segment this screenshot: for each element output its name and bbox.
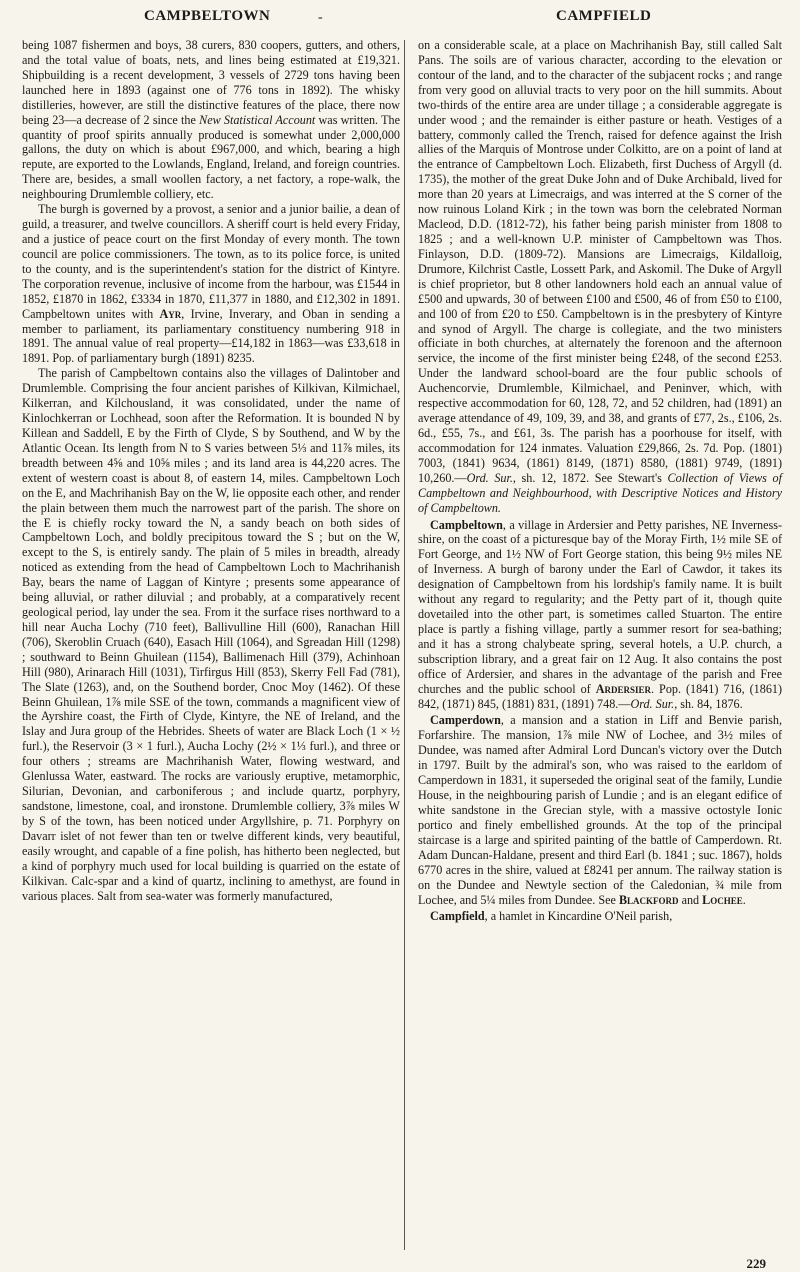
text-run: .	[742, 892, 746, 907]
italic-citation: Ord. Sur.	[630, 696, 675, 711]
text-run: on a considerable scale, at a place on Machrihanish Bay, still called Salt Pans. The soils are of various character, according to the elevation or contour of the land, and to the character of the subjacent rocks ; and range from very good on alluvial tracts to very poor on the hill summits. About two-thirds of the entire area are under tillage ; a considerable aggregate is under wood ; and the remainder is either pasture or heath. Vestiges of a battery, commonly called the Trench, raised for defence against the Irish allies of the Marquis of Montrose under Colkitto, are on a point of land at the entrance of Campbeltown Loch. Elizabeth, first Duchess of Argyll (d. 1735), the mother of the great Duke John and of Duke Archibald, lived for more than 20 years at Limecraigs, and was interred at the S corner of the now ruinous Loland Kirk ; in the town was born the celebrated Norman Macleod, D.D. (1812-72), his father being parish minister from 1808 to 1825 ; and a well-known U.P. minister of Campbeltown was Thos. Finlayson, D.D. (1809-72). Mansions are Limecraigs, Kildalloig, Drumore, Kilchrist Castle, Lossett Park, and Askomil. The Duke of Argyll is chief proprietor, but 8 other landowners hold each an annual value of £500 and upwards, 30 of between £100 and £500, 46 of from £50 to £100, and 100 of from £20 to £50. Campbeltown is in the presbytery of Kintyre and synod of Argyll. The charge is collegiate, and the two ministers officiate in both churches, at alternately the forenoon and the afternoon service, the income of the first minister being £248, of the second £253. Under the landward school-board are the four public schools of Auchencorvie, Drumlemble, Kilmichael, and Peninver, which, with respective accommodation for 60, 128, 72, and 52 children, had (1891) an average attendance of 49, 109, 39, and 38, and grants of £77, 2s., £106, 2s. 6d., £55, 7s., and £61, 3s. The parish has a poorhouse for itself, with accommodation for 124 inmates. Valuation £29,866, 2s. 7d. Pop. (1801) 7003, (1841) 9634, (1861) 8149, (1871) 8580, (1881) 9749, (1891) 10,260.—	[418, 38, 782, 485]
running-head-right: CAMPFIELD	[556, 8, 652, 24]
header-ornament: -	[318, 10, 323, 25]
left-column	[22, 38, 400, 903]
right-column	[418, 38, 782, 924]
text-run: , a village in Ardersier and Petty parishes, NE Inverness-shire, on the coast of a picturesque bay of the Moray Firth, 1½ mile SE of Fort George, and 1½ NW of Fort George station, this being 9½ miles NE of Inverness. A burgh of barony under the Earl of Cawdor, it takes its designation of Campbeltown from his lordship's family name. It is built without any regard to regularity; and the Petty part of it, though quite dovetailed into the other part, is sometimes called Stuarton. The entire place is partly a fishing village, partly a summer resort for sea-bathing; and it has a strong chalybeate spring, several hotels, a U.P. church, a subscription library, and a great fair on 12 Aug. It also contains the post office of Ardersier, and shares in the advantage of the parish and Free churches and the public school of	[418, 517, 782, 696]
paragraph-parish-continued	[418, 38, 782, 516]
italic-title: Collection of Views of Campbeltown and Neighbourhood, with Descriptive Notices and History of Campbeltown.	[418, 470, 782, 515]
page-number: 229	[746, 1256, 766, 1271]
paragraph-burgh	[22, 202, 400, 366]
text-run: being 1087 fishermen and boys, 38 curers, 830 coopers, gutters, and others, and the total value of boats, nets, and lines being estimated at £19,321. Shipbuilding is a recent development, 3 vessels of 2729 tons having been launched here in 1893 (against one of 776 tons in 1892). The whisky distilleries, however, are still the distinctive features of the place, there now being 23—a decrease of 2 since the	[22, 38, 400, 127]
cross-reference: Lochee	[702, 892, 743, 907]
text-run: , sh. 12, 1872. See Stewart's	[512, 470, 668, 485]
paragraph-industries	[22, 38, 400, 202]
entry-campbeltown-village	[418, 518, 782, 712]
text-run: and	[678, 892, 703, 907]
text-run: , a mansion and a station in Liff and Benvie parish, Forfarshire. The mansion, 1⅞ mile NW of Lochee, and 3½ miles of Dundee, was named after Admiral Lord Duncan's victory over the Dutch in 1797. Built by the admiral's son, who was raised to the earldom of Camperdown in 1831, it superseded the original seat of the family, Lundie House, in the neighbouring parish of Lundie ; and is an elegant edifice of white sandstone in the Grecian style, with a massive octostyle Ionic portico and finely embellished grounds. At the top of the principal staircase is a large and spirited painting of the battle of Camperdown. Rt. Adam Duncan-Haldane, present and third Earl (b. 1841 ; suc. 1867), holds 6770 acres in the shire, valued at £8241 per annum. The railway station is on the Dundee and Newtyle section of the Caledonian, ¾ mile from Lochee, and 5¼ miles from Dundee. See	[418, 713, 782, 907]
running-head-left: CAMPBELTOWN	[144, 8, 271, 24]
text-run: . Pop. (1841) 716, (1861) 842, (1871) 845, (1881) 831, (1891) 748.—	[418, 681, 782, 711]
entry-headword: Camperdown	[430, 713, 501, 728]
cross-reference: Blackford	[618, 892, 679, 907]
text-run: , Irvine, Inverary, and Oban in sending a member to parliament, its parliamentary constituency numbering 918 in 1891. The annual value of real property—£14,182 in 1863—was £33,618 in 1891. Pop. of parliamentary burgh (1891) 8235.	[22, 306, 400, 366]
cross-reference: Ayr	[159, 306, 182, 321]
entry-campfield	[418, 909, 782, 924]
entry-camperdown	[418, 713, 782, 907]
paragraph-parish: The parish of Campbeltown contains also the villages of Dalintober and Drumlemble. Comprising the four ancient parishes of Kilkivan, Kilmichael, Kilkerran, and Kilchousland, it was consolidated, under the name of Kinlochkerran or Lochhead, soon after the Reformation. It is bounded N by Killean and Saddell, E by the Firth of Clyde, S by Southend, and W by the Atlantic Ocean. Its length from N to S varies between 5⅓ and 11⅞ miles, its breadth between 4⅝ and 10⅝ miles ; and its land area is 44,220 acres. The extent of western coast is about 8, of eastern 14, miles. Campbeltown Loch on the E, and Machrihanish Bay on the W, lie opposite each other, and render the plain between them much the narrowest part of the parish. The shore on the E is chiefly rocky toward the N, a sandy beach on both sides of Campbeltown Loch, and boldly precipitous toward the S ; but on the W, except to the S, is entirely sandy. The plain of 5 miles in breadth, already noticed as extending from the head of Campbeltown Loch to Machrihanish Bay, bears the name of Laggan of Kintyre ; presents some appearance of being alluvial, or rather diluvial ; and probably, at a comparatively recent geological period, lay under the sea. From it the surface rises northward to a hill near Aucha Lochy (710 feet), Ballivulline Hill (600), Ranachan Hill (706), Skeroblin Cruach (640), Easach Hill (1064), and Sgreadan Hill (1298) ; southward to Beinn Ghuilean (1154), Ballimenach Hill (379), Achinhoan Hill (980), Arinarach Hill (1031), Tirfirgus Hill (853), Skerry Fell Fad (781), The Slate (1263), and, on the Southend border, Cnoc Moy (1462). Of these Beinn Ghuilean, 1⅞ mile SSE of the town, commands a magnificent view of the Ayrshire coast, the Firth of Clyde, Kintyre, the NE of Ireland, and the Islay and Jura group of the Hebrides. Sheets of water are Black Loch (1 × ½ furl.), the Reservoir (3 × 1 furl.), Aucha Lochy (2½ × 1⅓ furl.), and three or four others ; streams are Machrihanish Water, flowing westward, and Glenlussa Water, eastward. The rocks are variously eruptive, metamorphic, Silurian, Devonian, and carboniferous ; and include quartz, porphyry, sandstone, limestone, coal, and ironstone. Drumlemble colliery, 3⅞ miles W by S of the town, has been noticed under Argyllshire, p. 71. Porphyry on Davarr islet of not fewer than ten or twelve different kinds, very beautiful, easily wrought, and capable of a fine polish, has hitherto been neglected, but a kind of porphyry much used for local building is quarried on the estate of Kilkivan. Calc-spar and a kind of quartz, inclining to amethyst, are found in various places. Salt from sea-water was formerly manufactured,	[22, 366, 400, 903]
entry-headword: Campfield	[430, 909, 485, 924]
text-run: The burgh is governed by a provost, a senior and a junior bailie, a dean of guild, a treasurer, and twelve councillors. A sheriff court is held every Friday, and a justice of peace court on the first Monday of every month. The town council are police commissioners. The town, as to its police force, is united to the county, and is the superintendent's station for the district of Kintyre. The corporation revenue, inclusive of income from the harbour, was £1544 in 1852, £1870 in 1862, £3334 in 1870, £11,377 in 1880, and £12,302 in 1891. Campbeltown unites with	[22, 202, 400, 321]
cross-reference: Ardersier	[595, 681, 652, 696]
text-run: , a hamlet in Kincardine O'Neil parish,	[484, 909, 673, 924]
column-divider	[404, 40, 405, 1250]
italic-citation: Ord. Sur.	[466, 470, 513, 485]
entry-headword: Campbeltown	[430, 517, 503, 532]
text-run: was written. The quantity of proof spirits annually produced is somewhat under 2,000,000 gallons, the duty on which is about £967,000, and which, bearing a high repute, are exported to the Lowlands, England, Ireland, and foreign countries. There are, besides, a small woollen factory, a net factory, a rope-walk, the neighbouring Drumlemble colliery, etc.	[22, 112, 400, 202]
text-run: , sh. 84, 1876.	[674, 696, 743, 711]
italic-title: New Statistical Account	[199, 112, 316, 127]
